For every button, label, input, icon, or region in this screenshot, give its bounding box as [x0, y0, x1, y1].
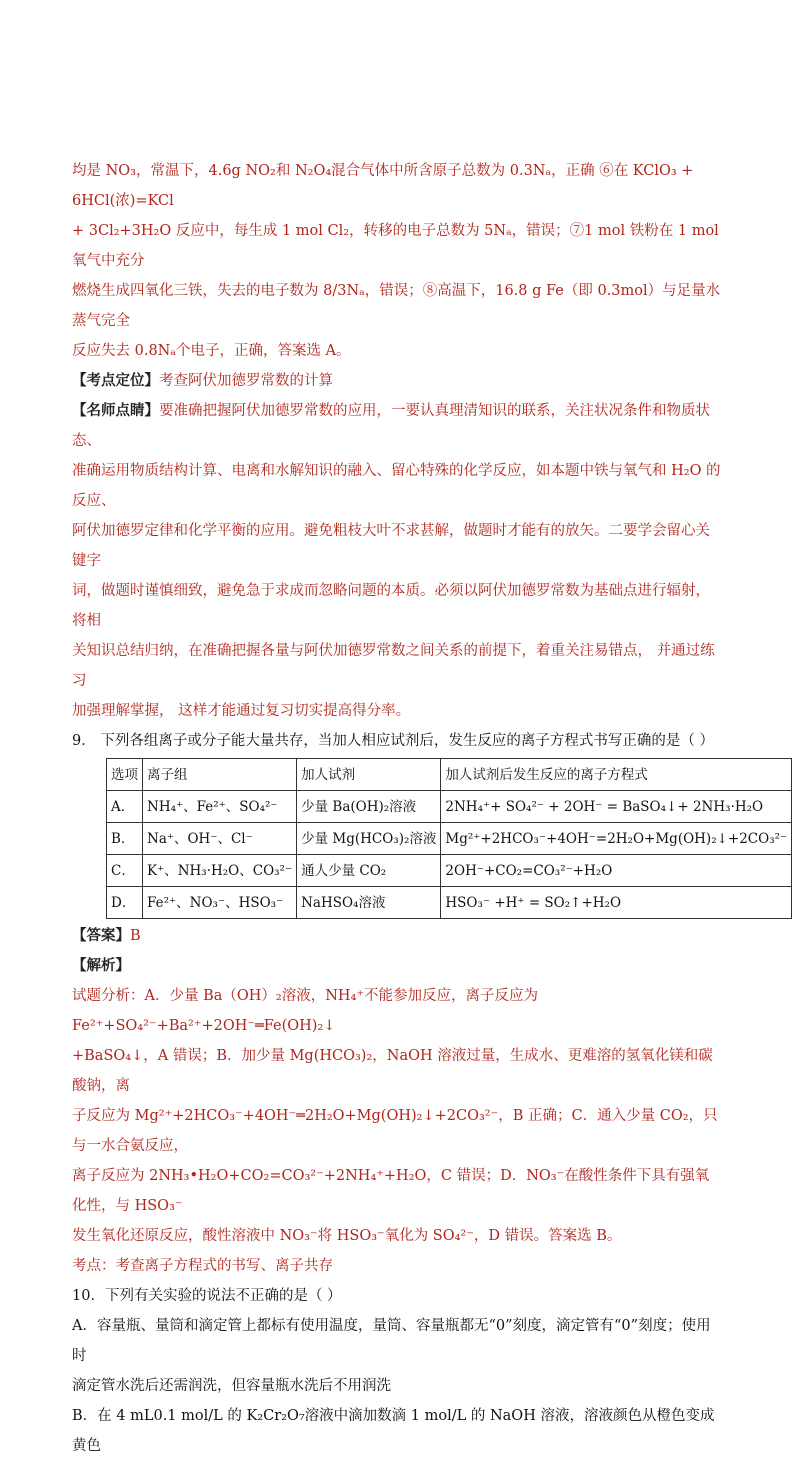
table-cell: 2NH₄⁺+ SO₄²⁻ + 2OH⁻ = BaSO₄↓+ 2NH₃·H₂O: [441, 791, 792, 823]
table-cell: C．: [107, 855, 143, 887]
table-row: [107, 823, 792, 855]
table-cell: Na⁺、OH⁻、Cl⁻: [143, 823, 297, 855]
prev-line: 均是 NO₃，常温下，4.6g NO₂和 N₂O₄混合气体中所含原子总数为 0.3Nₐ，正确 ⑥在 KClO₃ + 6HCl(浓)=KCl: [72, 163, 694, 209]
analysis-line: 试题分析：A．少量 Ba（OH）₂溶液，NH₄⁺不能参加反应，离子反应为 Fe²⁺+SO₄²⁻+Ba²⁺+2OH⁻═Fe(OH)₂↓: [72, 988, 539, 1034]
table-cell: A．: [107, 791, 143, 823]
table-cell: 少量 Mg(HCO₃)₂溶液: [297, 823, 441, 855]
table-cell: 少量 Ba(OH)₂溶液: [297, 791, 441, 823]
kaodian-dingwei: [72, 366, 722, 396]
q9-stem: 9． 下列各组离子或分子能大量共存，当加人相应试剂后，发生反应的离子方程式书写正确的是（ ）: [72, 733, 714, 749]
analysis-line: +BaSO₄↓，A 错误；B．加少量 Mg(HCO₃)₂，NaOH 溶液过量，生成水、更难溶的氢氧化镁和碳酸钠，离: [72, 1048, 713, 1094]
table-row: [107, 791, 792, 823]
analysis-tag: 【解析】: [72, 957, 130, 974]
kaodian-tag: 【考点定位】: [72, 372, 159, 389]
table-cell: HSO₃⁻ +H⁺ = SO₂↑+H₂O: [441, 887, 792, 919]
analysis-line: 离子反应为 2NH₃•H₂O+CO₂=CO₃²⁻+2NH₄⁺+H₂O，C 错误；D．NO₃⁻在酸性条件下具有强氧化性，与 HSO₃⁻: [72, 1168, 710, 1214]
table-cell: Fe²⁺、NO₃⁻、HSO₃⁻: [143, 887, 297, 919]
answer-tag: 【答案】: [72, 927, 130, 944]
mingshi-tag: 【名师点睛】: [72, 402, 159, 419]
prev-line: + 3Cl₂+3H₂O 反应中，每生成 1 mol Cl₂，转移的电子总数为 5Nₐ，错误；⑦1 mol 铁粉在 1 mol 氧气中充分: [72, 223, 719, 269]
content: [72, 156, 788, 1461]
table-header-cell: 加人试剂后发生反应的离子方程式: [441, 759, 792, 791]
answer-value: B: [130, 928, 141, 944]
table-row: [107, 855, 792, 887]
table-header-row: [107, 759, 792, 791]
mingshi-line: 准确运用物质结构计算、电离和水解知识的融入、留心特殊的化学反应，如本题中铁与氧气和 H₂O 的反应、: [72, 463, 721, 509]
mingshi-text: 要准确把握阿伏加德罗常数的应用，一要认真理清知识的联系，关注状况条件和物质状态、: [72, 403, 710, 449]
mingshi-line: 加强理解掌握， 这样才能通过复习切实提高得分率。: [72, 703, 411, 719]
table-cell: D．: [107, 887, 143, 919]
table-cell: 通人少量 CO₂: [297, 855, 441, 887]
q10-stem: 10．下列有关实验的说法不正确的是（ ）: [72, 1288, 342, 1304]
table-cell: B．: [107, 823, 143, 855]
mingshi-line: 关知识总结归纳，在准确把握各量与阿伏加德罗常数之间关系的前提下，着重关注易错点， 并通过练习: [72, 643, 715, 689]
table-cell: Mg²⁺+2HCO₃⁻+4OH⁻=2H₂O+Mg(OH)₂↓+2CO₃²⁻: [441, 823, 792, 855]
table-header-cell: 离子组: [143, 759, 297, 791]
kaodian-text: 考查阿伏加德罗常数的计算: [159, 373, 333, 389]
q9-kaodian: 考点：考查离子方程式的书写、离子共存: [72, 1258, 333, 1274]
q10-option-a: A．容量瓶、量筒和滴定管上都标有使用温度，量筒、容量瓶都无“0”刻度，滴定管有“0”刻度；使用时: [72, 1318, 711, 1364]
analysis-line: 发生氧化还原反应，酸性溶液中 NO₃⁻将 HSO₃⁻氧化为 SO₄²⁻，D 错误。答案选 B。: [72, 1228, 622, 1244]
mingshi-line: 阿伏加德罗定律和化学平衡的应用。避免粗枝大叶不求甚解，做题时才能有的放矢。二要学会留心关键字: [72, 523, 710, 569]
analysis-line: 子反应为 Mg²⁺+2HCO₃⁻+4OH⁻═2H₂O+Mg(OH)₂↓+2CO₃²⁻，B 正确；C．通入少量 CO₂，只与一水合氨反应，: [72, 1108, 718, 1154]
table-header-cell: 加人试剂: [297, 759, 441, 791]
table-cell: K⁺、NH₃·H₂O、CO₃²⁻: [143, 855, 297, 887]
table-header-cell: 选项: [107, 759, 143, 791]
table-cell: NaHSO₄溶液: [297, 887, 441, 919]
q9-answer: [72, 921, 722, 951]
prev-line: 燃烧生成四氧化三铁，失去的电子数为 8/3Nₐ，错误；⑧高温下，16.8 g Fe（即 0.3mol）与足量水蒸气完全: [72, 283, 721, 329]
q10-option-b: B．在 4 mL0.1 mol/L 的 K₂Cr₂O₇溶液中滴加数滴 1 mol/L 的 NaOH 溶液，溶液颜色从橙色变成黄色: [72, 1408, 715, 1454]
mingshi-line: 词，做题时谨慎细致，避免急于求成而忽略问题的本质。必须以阿伏加德罗常数为基础点进行辐射，将相: [72, 583, 710, 629]
prev-line: 反应失去 0.8Nₐ个电子，正确，答案选 A。: [72, 343, 351, 359]
table-row: [107, 887, 792, 919]
q10-option-a: 滴定管水洗后还需润洗，但容量瓶水洗后不用润洗: [72, 1378, 391, 1394]
mingshi-line: [72, 396, 722, 456]
table-cell: 2OH⁻+CO₂=CO₃²⁻+H₂O: [441, 855, 792, 887]
table-cell: NH₄⁺、Fe²⁺、SO₄²⁻: [143, 791, 297, 823]
q9-table: [106, 758, 792, 919]
